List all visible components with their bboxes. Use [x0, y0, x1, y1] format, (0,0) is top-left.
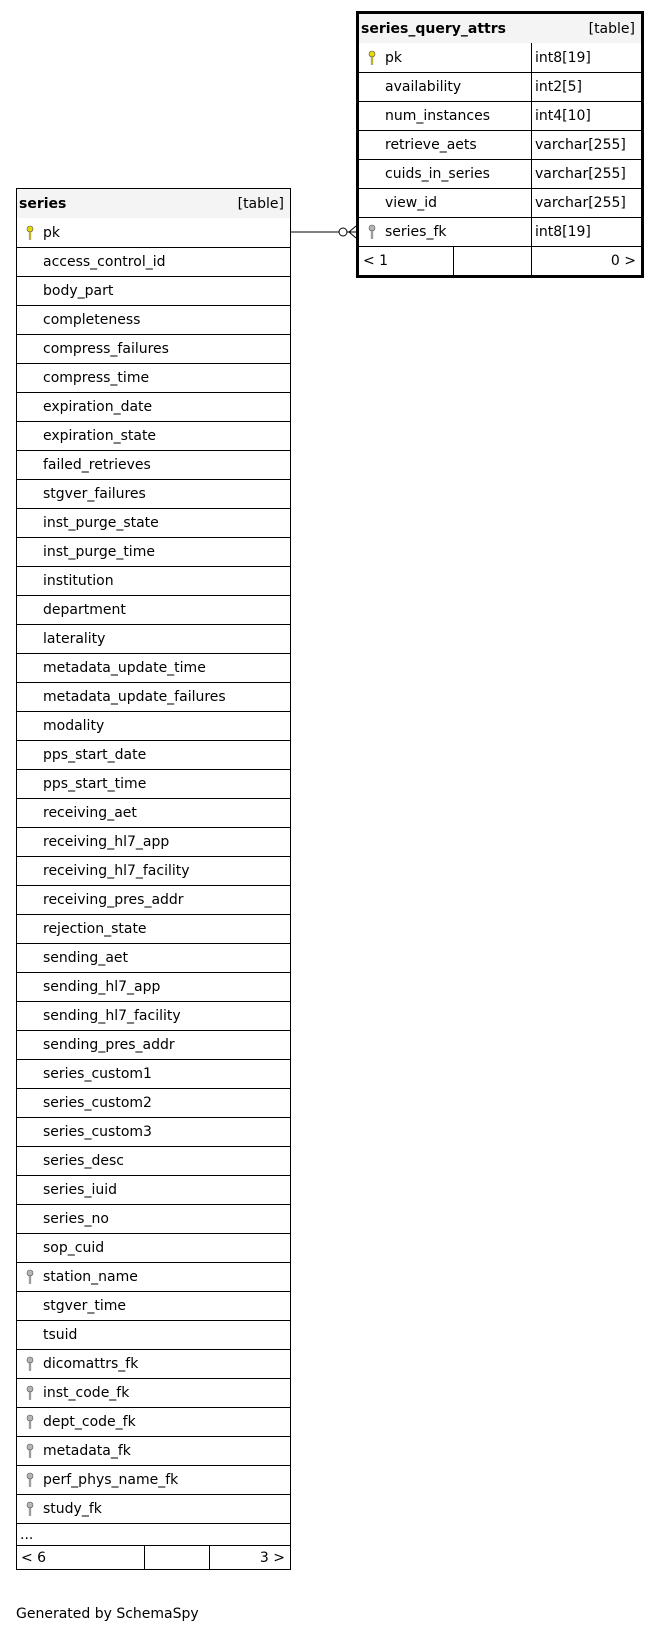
column-row-station-name[interactable]: [17, 1262, 290, 1291]
column-row-stgver-failures[interactable]: [17, 479, 290, 508]
column-row-receiving-pres-addr[interactable]: [17, 885, 290, 914]
column-name: stgver_failures: [43, 486, 146, 502]
column-name: station_name: [43, 1269, 138, 1285]
column-name-cell: [17, 277, 290, 305]
key-slot-empty: [17, 973, 43, 1001]
column-row-stgver-time[interactable]: [17, 1291, 290, 1320]
table-footer: [359, 246, 641, 275]
column-name: series_custom1: [43, 1066, 152, 1082]
column-name: metadata_fk: [43, 1443, 131, 1459]
key-slot-empty: [17, 1118, 43, 1146]
column-name-cell: [17, 654, 290, 682]
column-name-cell: [17, 712, 290, 740]
column-name: pk: [43, 224, 60, 241]
foreign-key-icon: [17, 1437, 43, 1465]
column-name-cell: [17, 1234, 290, 1262]
key-slot-empty: [17, 596, 43, 624]
key-slot-empty: [17, 712, 43, 740]
column-name-cell: [17, 393, 290, 421]
primary-key-icon: [17, 218, 43, 247]
column-row-pps-start-date[interactable]: [17, 740, 290, 769]
column-row-inst-purge-time[interactable]: [17, 537, 290, 566]
table-header: [359, 14, 641, 43]
key-slot-empty: [359, 73, 385, 101]
column-name: dept_code_fk: [43, 1414, 136, 1430]
column-name: view_id: [385, 195, 438, 211]
column-name-cell: [359, 43, 531, 72]
table-type-label: [table]: [588, 20, 635, 37]
column-name-cell: [17, 1205, 290, 1233]
column-name-cell: [17, 364, 290, 392]
key-slot-empty: [17, 335, 43, 363]
key-slot-empty: [17, 1292, 43, 1320]
key-slot-empty: [17, 248, 43, 276]
column-name: modality: [43, 718, 105, 734]
key-slot-empty: [17, 741, 43, 769]
column-name-cell: [17, 1118, 290, 1146]
column-name: pps_start_time: [43, 776, 147, 792]
key-slot-empty: [17, 770, 43, 798]
column-name: metadata_update_time: [43, 660, 206, 676]
column-row-pk[interactable]: [17, 218, 290, 247]
key-slot-empty: [17, 799, 43, 827]
column-row-dicomattrs-fk[interactable]: [17, 1349, 290, 1378]
column-name: laterality: [43, 631, 106, 647]
foreign-key-icon: [17, 1408, 43, 1436]
key-slot-empty: [17, 277, 43, 305]
column-name-cell: [17, 1060, 290, 1088]
column-row-receiving-aet[interactable]: [17, 798, 290, 827]
column-name-cell: [17, 480, 290, 508]
key-slot-empty: [17, 1060, 43, 1088]
key-slot-empty: [17, 567, 43, 595]
table-name: series_query_attrs: [361, 20, 506, 37]
column-name-cell: [17, 1292, 290, 1320]
column-name-cell: [17, 451, 290, 479]
column-row-expiration-state[interactable]: [17, 421, 290, 450]
column-name: sending_pres_addr: [43, 1037, 175, 1053]
column-name-cell: [17, 683, 290, 711]
column-row-series-no[interactable]: [17, 1204, 290, 1233]
column-row-metadata-update-time[interactable]: [17, 653, 290, 682]
key-slot-empty: [17, 1234, 43, 1262]
column-row-department[interactable]: [17, 595, 290, 624]
column-row-institution[interactable]: [17, 566, 290, 595]
column-name: institution: [43, 573, 114, 589]
column-row-cuids-in-series[interactable]: [359, 159, 641, 188]
column-type: varchar[255]: [531, 189, 641, 217]
children-count[interactable]: 0 >: [531, 247, 641, 275]
column-row-series-iuid[interactable]: [17, 1175, 290, 1204]
column-name: compress_time: [43, 370, 150, 386]
column-name: inst_purge_time: [43, 544, 155, 560]
column-name: access_control_id: [43, 254, 166, 270]
key-slot-empty: [359, 131, 385, 159]
column-name-cell: [17, 509, 290, 537]
generated-by-footer: Generated by SchemaSpy: [16, 1606, 199, 1622]
column-name-cell: [17, 770, 290, 798]
key-slot-empty: [17, 364, 43, 392]
column-name-cell: [17, 1437, 290, 1465]
column-name: pk: [385, 49, 402, 66]
column-name-cell: [17, 915, 290, 943]
column-type: int8[19]: [531, 43, 641, 72]
column-row-receiving-hl7-app[interactable]: [17, 827, 290, 856]
column-name: failed_retrieves: [43, 457, 151, 473]
column-name: receiving_hl7_facility: [43, 863, 190, 879]
column-name: receiving_hl7_app: [43, 834, 170, 850]
column-row-compress-failures[interactable]: [17, 334, 290, 363]
column-name: series_no: [43, 1211, 109, 1227]
column-row-completeness[interactable]: [17, 305, 290, 334]
column-name-cell: [359, 102, 531, 130]
column-name-cell: [17, 1408, 290, 1436]
column-name-cell: [17, 218, 290, 247]
key-slot-empty: [17, 1147, 43, 1175]
key-slot-empty: [17, 625, 43, 653]
table-header: [17, 189, 290, 218]
column-name-cell: [17, 1379, 290, 1407]
parents-count[interactable]: < 1: [363, 253, 389, 269]
column-row-receiving-hl7-facility[interactable]: [17, 856, 290, 885]
key-slot-empty: [17, 538, 43, 566]
column-name: stgver_time: [43, 1298, 126, 1314]
column-row-access-control-id[interactable]: [17, 247, 290, 276]
column-row-dept-code-fk[interactable]: [17, 1407, 290, 1436]
column-name-cell: [17, 886, 290, 914]
column-name-cell: [17, 1263, 290, 1291]
column-name-cell: [359, 189, 531, 217]
column-row-num-instances[interactable]: [359, 101, 641, 130]
column-name: tsuid: [43, 1327, 78, 1343]
key-slot-empty: [359, 189, 385, 217]
key-slot-empty: [17, 1176, 43, 1204]
key-slot-empty: [359, 102, 385, 130]
column-name-cell: [17, 1466, 290, 1494]
column-name: inst_purge_state: [43, 515, 159, 531]
column-name: sending_hl7_facility: [43, 1008, 181, 1024]
table-series-query-attrs[interactable]: [356, 11, 644, 278]
column-row-study-fk[interactable]: [17, 1494, 290, 1523]
key-slot-empty: [17, 654, 43, 682]
foreign-key-icon: [17, 1350, 43, 1378]
column-type: varchar[255]: [531, 160, 641, 188]
ellipsis-text: ...: [20, 1526, 34, 1543]
column-name-cell: [359, 218, 531, 246]
key-slot-empty: [17, 1002, 43, 1030]
column-type: int4[10]: [531, 102, 641, 130]
column-row-sop-cuid[interactable]: [17, 1233, 290, 1262]
column-name: department: [43, 602, 126, 618]
column-row-expiration-date[interactable]: [17, 392, 290, 421]
column-row-laterality[interactable]: [17, 624, 290, 653]
key-slot-empty: [17, 451, 43, 479]
column-row-availability[interactable]: [359, 72, 641, 101]
column-row-inst-code-fk[interactable]: [17, 1378, 290, 1407]
column-name-cell: [17, 973, 290, 1001]
column-name-cell: [17, 625, 290, 653]
column-row-failed-retrieves[interactable]: [17, 450, 290, 479]
column-name: num_instances: [385, 108, 490, 124]
column-type: varchar[255]: [531, 131, 641, 159]
key-slot-empty: [17, 393, 43, 421]
column-row-series-desc[interactable]: [17, 1146, 290, 1175]
column-name-cell: [17, 1089, 290, 1117]
more-columns-ellipsis: [17, 1523, 290, 1545]
key-slot-empty: [17, 1205, 43, 1233]
foreign-key-icon: [17, 1263, 43, 1291]
column-name-cell: [17, 1350, 290, 1378]
column-name: sending_aet: [43, 950, 128, 966]
column-row-sending-pres-addr[interactable]: [17, 1030, 290, 1059]
column-name: study_fk: [43, 1501, 102, 1517]
column-type: int8[19]: [531, 218, 641, 246]
table-series[interactable]: [16, 188, 291, 1570]
column-name: metadata_update_failures: [43, 689, 226, 705]
column-name-cell: [17, 1147, 290, 1175]
foreign-key-icon: [359, 218, 385, 246]
column-name: completeness: [43, 312, 141, 328]
column-name-cell: [17, 741, 290, 769]
key-slot-empty: [17, 683, 43, 711]
column-row-pk[interactable]: [359, 43, 641, 72]
key-slot-empty: [17, 509, 43, 537]
column-type: int2[5]: [531, 73, 641, 101]
column-name: perf_phys_name_fk: [43, 1472, 179, 1488]
column-name: cuids_in_series: [385, 166, 490, 182]
column-row-compress-time[interactable]: [17, 363, 290, 392]
key-slot-empty: [17, 422, 43, 450]
column-name: sop_cuid: [43, 1240, 105, 1256]
column-name-cell: [17, 248, 290, 276]
column-name-cell: [17, 306, 290, 334]
column-name-cell: [359, 73, 531, 101]
foreign-key-icon: [17, 1466, 43, 1494]
column-name: availability: [385, 79, 462, 95]
column-name-cell: [17, 538, 290, 566]
column-row-view-id[interactable]: [359, 188, 641, 217]
column-name: dicomattrs_fk: [43, 1356, 139, 1372]
column-name: compress_failures: [43, 341, 169, 357]
column-row-series-custom1[interactable]: [17, 1059, 290, 1088]
column-row-inst-purge-state[interactable]: [17, 508, 290, 537]
column-row-sending-hl7-app[interactable]: [17, 972, 290, 1001]
table-type-label: [table]: [237, 195, 284, 212]
column-row-body-part[interactable]: [17, 276, 290, 305]
table-name: series: [19, 195, 67, 212]
column-name: sending_hl7_app: [43, 979, 161, 995]
key-slot-empty: [359, 160, 385, 188]
column-name-cell: [17, 1321, 290, 1349]
column-row-modality[interactable]: [17, 711, 290, 740]
column-name: pps_start_date: [43, 747, 147, 763]
column-name: series_desc: [43, 1153, 124, 1169]
key-slot-empty: [17, 1031, 43, 1059]
foreign-key-icon: [17, 1379, 43, 1407]
column-name-cell: [17, 1031, 290, 1059]
column-row-pps-start-time[interactable]: [17, 769, 290, 798]
column-name-cell: [17, 828, 290, 856]
key-slot-empty: [17, 944, 43, 972]
column-name: receiving_pres_addr: [43, 892, 184, 908]
column-row-perf-phys-name-fk[interactable]: [17, 1465, 290, 1494]
column-row-metadata-fk[interactable]: [17, 1436, 290, 1465]
column-name-cell: [17, 596, 290, 624]
primary-key-icon: [359, 43, 385, 72]
key-slot-empty: [17, 828, 43, 856]
column-row-rejection-state[interactable]: [17, 914, 290, 943]
column-row-tsuid[interactable]: [17, 1320, 290, 1349]
column-row-sending-aet[interactable]: [17, 943, 290, 972]
column-name: series_custom2: [43, 1095, 152, 1111]
column-name: expiration_state: [43, 428, 157, 444]
column-row-series-fk[interactable]: [359, 217, 641, 246]
key-slot-empty: [17, 480, 43, 508]
column-name-cell: [17, 567, 290, 595]
column-name-cell: [359, 131, 531, 159]
column-name: retrieve_aets: [385, 137, 477, 153]
column-name-cell: [17, 799, 290, 827]
column-row-retrieve-aets[interactable]: [359, 130, 641, 159]
column-name-cell: [17, 857, 290, 885]
column-name: series_custom3: [43, 1124, 152, 1140]
table-footer: [17, 1545, 290, 1569]
column-name: body_part: [43, 283, 114, 299]
column-name: rejection_state: [43, 921, 147, 937]
column-name-cell: [359, 160, 531, 188]
column-name-cell: [17, 422, 290, 450]
column-row-metadata-update-failures[interactable]: [17, 682, 290, 711]
parents-count[interactable]: < 6: [21, 1549, 47, 1566]
column-name: receiving_aet: [43, 805, 137, 821]
column-name-cell: [17, 335, 290, 363]
column-row-series-custom2[interactable]: [17, 1088, 290, 1117]
children-count[interactable]: 3 >: [209, 1546, 290, 1569]
column-name-cell: [17, 944, 290, 972]
key-slot-empty: [17, 886, 43, 914]
column-name-cell: [17, 1495, 290, 1523]
column-name: series_iuid: [43, 1182, 117, 1198]
key-slot-empty: [17, 1089, 43, 1117]
key-slot-empty: [17, 915, 43, 943]
column-row-series-custom3[interactable]: [17, 1117, 290, 1146]
column-name-cell: [17, 1002, 290, 1030]
column-name: expiration_date: [43, 399, 153, 415]
column-name: inst_code_fk: [43, 1385, 130, 1401]
key-slot-empty: [17, 306, 43, 334]
column-name-cell: [17, 1176, 290, 1204]
key-slot-empty: [17, 1321, 43, 1349]
column-name: series_fk: [385, 224, 447, 240]
foreign-key-icon: [17, 1495, 43, 1523]
key-slot-empty: [17, 857, 43, 885]
column-row-sending-hl7-facility[interactable]: [17, 1001, 290, 1030]
